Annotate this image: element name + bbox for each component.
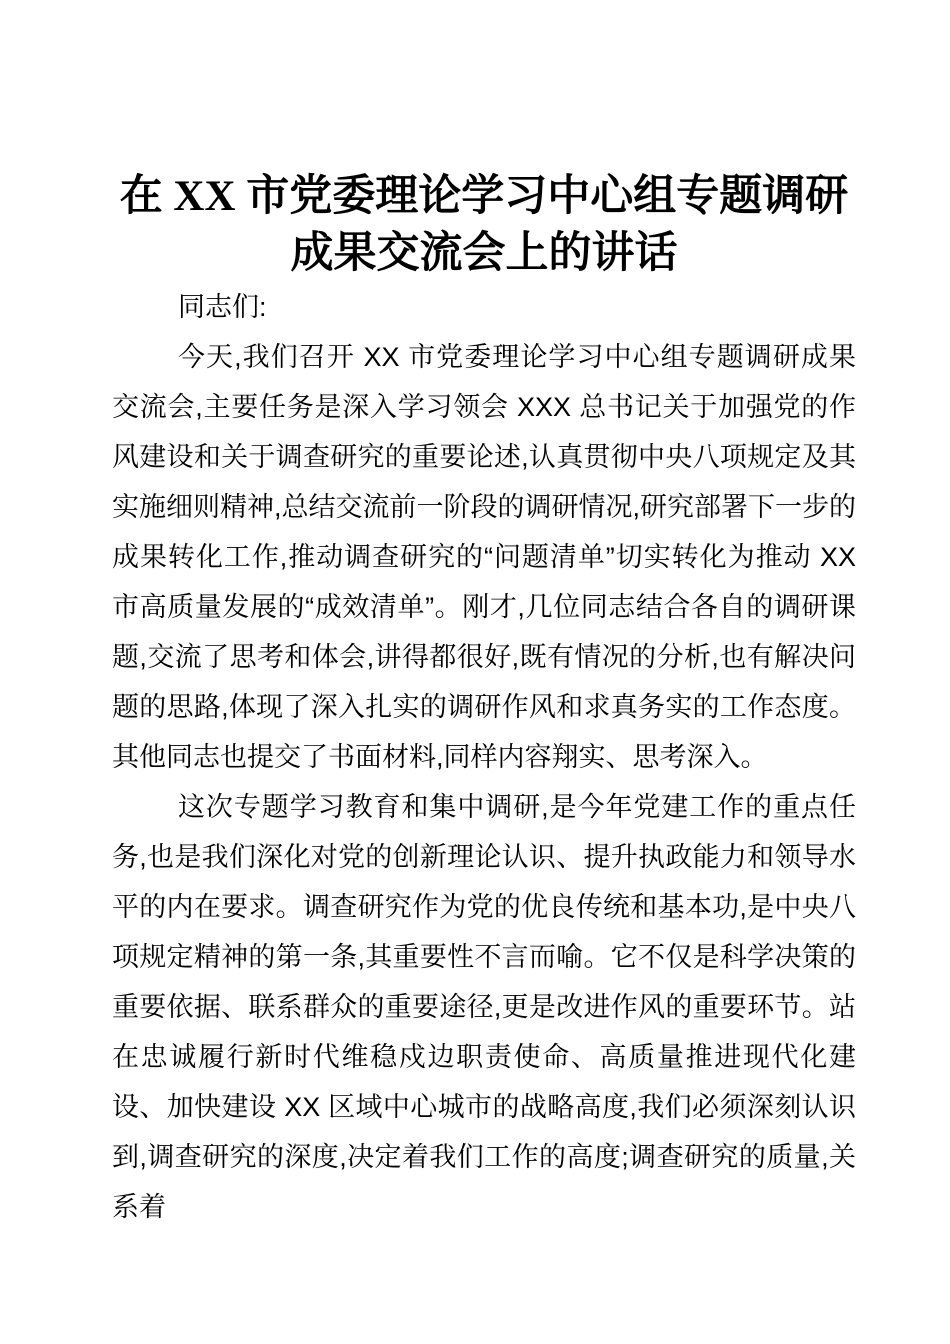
document-content	[112, 168, 856, 1232]
document-body	[112, 282, 856, 1232]
paragraph-1: 今天,我们召开 XX 市党委理论学习中心组专题调研成果交流会,主要任务是深入学习领会 XXX 总书记关于加强党的作风建设和关于调查研究的重要论述,认真贯彻中央八项规定及其实施细则精神,总结交流前一阶段的调研情况,研究部署下一步的成果转化工作,推动调查研究的“问题清单”切实转化为推动 XX 市高质量发展的“成效清单”。刚才,几位同志结合各自的调研课题,交流了思考和体会,讲得都很好,既有情况的分析,也有解决问题的思路,体现了深入扎实的调研作风和求真务实的工作态度。其他同志也提交了书面材料,同样内容翔实、思考深入。	[112, 342, 857, 772]
document-title	[112, 168, 856, 282]
document-title-line-1: 在 XX 市党委理论学习中心组专题调研	[119, 173, 849, 220]
salutation: 同志们:	[178, 292, 267, 322]
paragraph-2: 这次专题学习教育和集中调研,是今年党建工作的重点任务,也是我们深化对党的创新理论认识、提升执政能力和领导水平的内在要求。调查研究作为党的优良传统和基本功,是中央八项规定精神的第一条,其重要性不言而喻。它不仅是科学决策的重要依据、联系群众的重要途径,更是改进作风的重要环节。站在忠诚履行新时代维稳戍边职责使命、高质量推进现代化建设、加快建设 XX 区域中心城市的战略高度,我们必须深刻认识到,调查研究的深度,决定着我们工作的高度;调查研究的质量,关系着	[112, 792, 856, 1222]
document-title-line-2: 成果交流会上的讲话	[290, 230, 678, 277]
